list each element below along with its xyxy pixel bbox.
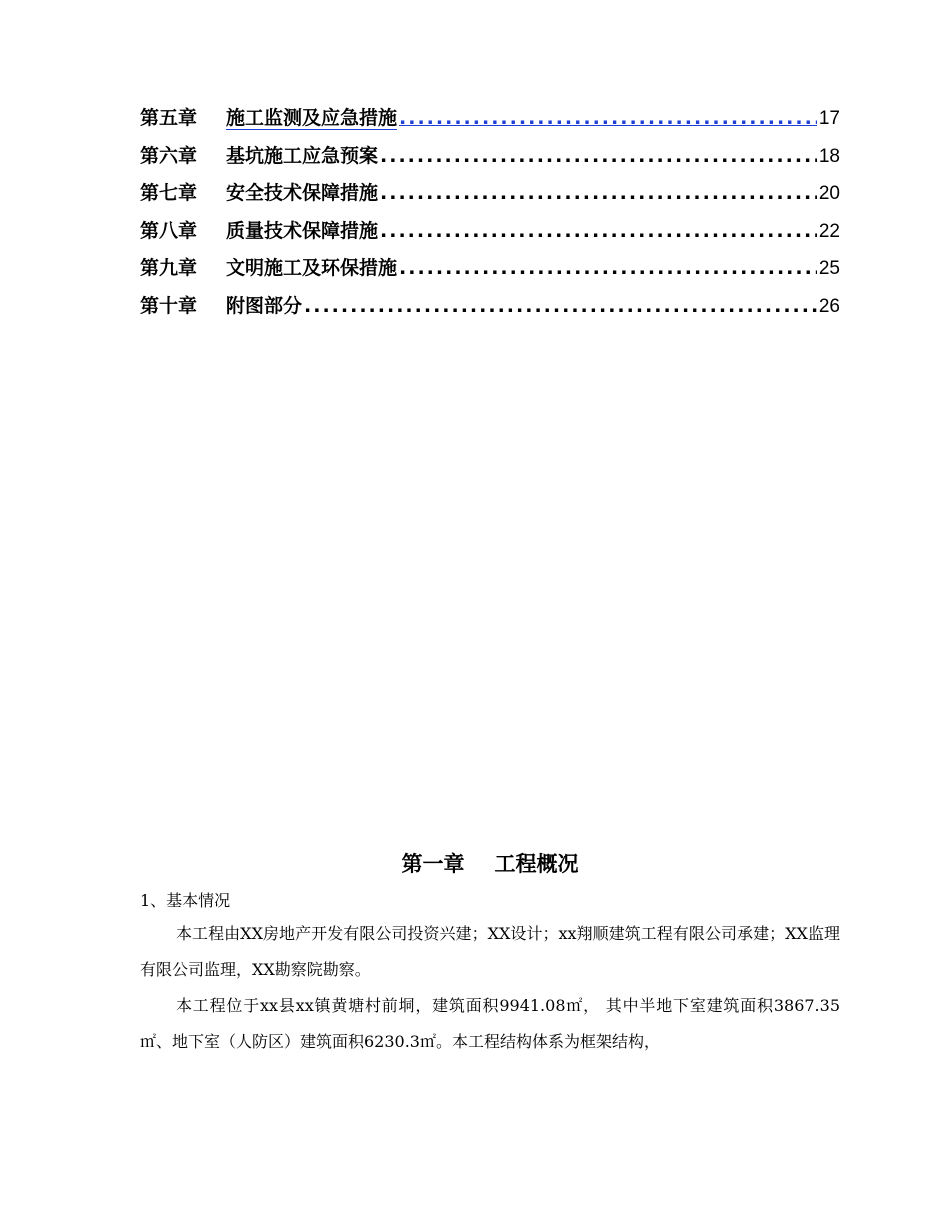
toc-chapter-number: 第十章 [140, 294, 198, 317]
toc-leader-dots [380, 138, 817, 176]
toc-entry-chapter-6[interactable] [140, 138, 840, 176]
toc-chapter-title: 施工监测及应急措施 [226, 107, 398, 129]
chapter-body [140, 886, 840, 1060]
table-of-contents [140, 100, 840, 325]
toc-page-number: 22 [818, 220, 840, 242]
toc-leader-dots [380, 213, 817, 251]
toc-leader-dots [399, 250, 817, 288]
chapter-title: 工程概况 [494, 852, 579, 876]
toc-page-number: 20 [818, 183, 840, 204]
chapter-heading [140, 848, 840, 878]
toc-chapter-number: 第六章 [140, 144, 198, 167]
toc-chapter-number: 第九章 [140, 257, 198, 279]
toc-entry-chapter-8[interactable] [140, 213, 840, 251]
toc-page-number: 25 [818, 258, 840, 279]
toc-page-number: 17 [818, 108, 840, 129]
toc-page-number: 26 [818, 295, 840, 317]
toc-chapter-number: 第八章 [140, 219, 198, 242]
toc-leader-dots [380, 175, 817, 213]
toc-entry-chapter-9[interactable] [140, 250, 840, 288]
toc-leader-dots [399, 100, 817, 138]
toc-chapter-title: 质量技术保障措施 [226, 219, 379, 242]
toc-chapter-title: 安全技术保障措施 [226, 182, 379, 204]
toc-entry-chapter-10[interactable] [140, 288, 840, 326]
toc-chapter-title: 基坑施工应急预案 [226, 144, 379, 167]
chapter-number: 第一章 [401, 852, 465, 876]
toc-chapter-number: 第五章 [140, 107, 198, 129]
toc-chapter-title: 文明施工及环保措施 [226, 257, 398, 279]
toc-chapter-title: 附图部分 [226, 294, 303, 317]
body-paragraph: 本工程位于xx县xx镇黄塘村前垌，建筑面积9941.08㎡， 其中半地下室建筑面积3867.35㎡、地下室（人防区）建筑面积6230.3㎡。本工程结构体系为框架结构， [140, 996, 840, 1051]
body-paragraph: 本工程由XX房地产开发有限公司投资兴建；XX设计；xx翔顺建筑工程有限公司承建；XX监理有限公司监理，XX勘察院勘察。 [140, 924, 840, 979]
toc-chapter-number: 第七章 [140, 182, 198, 204]
section-heading: 1、基本情况 [140, 891, 231, 910]
toc-entry-chapter-5[interactable] [140, 100, 840, 138]
toc-leader-dots [304, 288, 817, 326]
toc-page-number: 18 [818, 145, 840, 167]
toc-entry-chapter-7[interactable] [140, 175, 840, 213]
